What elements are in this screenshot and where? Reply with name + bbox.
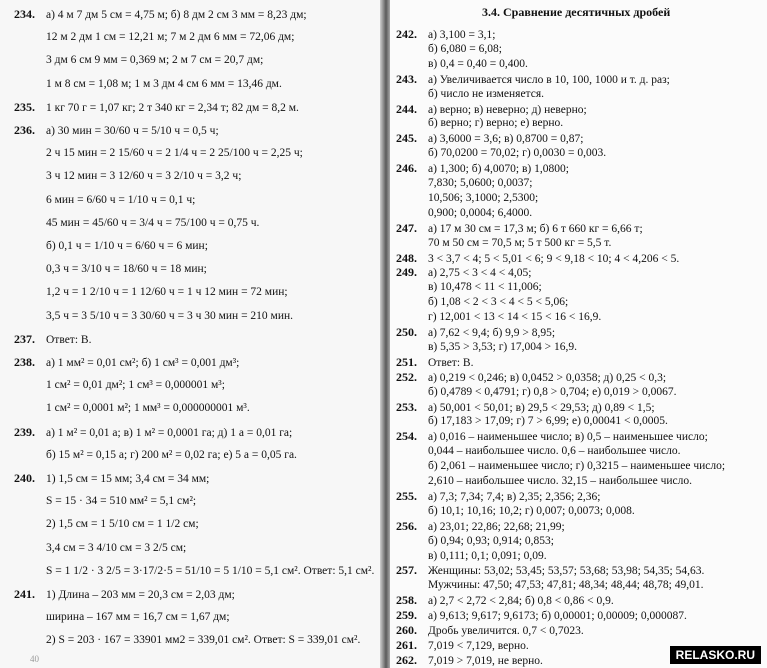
answer-line [14,54,263,67]
exercise-number: 236. [14,123,35,137]
answer-text: 45 мин = 45/60 ч = 3/4 ч = 75/100 ч = 0,75 ч. [46,216,260,229]
exercise-number: 243. [396,71,417,86]
exercise-number: 262. [396,652,417,667]
exercise-number: 258. [396,593,417,608]
exercise-number: 260. [396,623,417,637]
answer-line [396,177,532,190]
exercise-number: 255. [396,488,417,503]
answer-line [14,124,219,138]
answer-text: 1 см² = 0,01 дм²; 1 см³ = 0,000001 м³; [46,379,225,392]
answer-text: а) 7,3; 7,34; 7,4; в) 2,35; 2,356; 2,36; [428,490,601,503]
answer-text: а) 23,01; 22,86; 22,68; 21,99; [428,520,565,533]
answer-text: 3 дм 6 см 9 мм = 0,369 м; 2 м 7 см = 20,7 дм; [46,54,264,67]
answer-text: Мужчины: 47,50; 47,53; 47,81; 48,34; 48,44; 48,78; 49,01. [428,579,704,592]
answer-text: а) 2,75 < 3 < 4 < 4,05; [428,267,532,280]
exercise-number: 253. [396,399,417,414]
answer-line [396,594,614,608]
answer-line [396,401,655,415]
answer-text: ширина – 167 мм = 16,7 см = 1,67 дм; [46,611,230,624]
answer-line [396,341,577,354]
answer-text: б) 0,4789 < 0,4791; г) 0,8 > 0,704; е) 0,019 > 0,0067. [428,385,677,398]
answer-text: 70 м 50 см = 70,5 м; 5 т 500 кг = 5,5 т. [428,236,612,249]
answer-text: 6 мин = 6/60 ч = 1/10 ч = 0,1 ч; [46,193,196,206]
answer-line [396,564,704,578]
answer-line [396,326,555,340]
answer-line [14,147,303,160]
answer-line [396,579,704,592]
answer-text: а) 7,62 < 9,4; б) 9,9 > 8,95; [428,327,556,339]
answer-text: 7,019 < 7,129, верно. [428,639,529,652]
exercise-number: 249. [396,265,417,280]
answer-line [14,310,293,323]
answer-text: в) 0,4 = 0,40 = 0,400. [428,57,528,70]
answer-line [396,222,643,236]
answer-text: а) 3,100 = 3,1; [428,29,496,41]
answer-text: 0,900; 0,0004; 6,4000. [428,206,533,219]
answer-line [396,371,666,385]
answer-line [396,445,681,458]
answer-line [396,535,554,548]
answer-text: а) 50,001 < 50,01; в) 29,5 < 29,53; д) 0,89 < 1,5; [428,401,655,414]
answer-line [14,194,195,207]
answer-text: 0,044 – наибольшее число. 0,6 – наибольшее число. [428,445,681,458]
answer-line [14,240,208,253]
answer-text: 2 ч 15 мин = 2 15/60 ч = 2 1/4 ч = 2 25/100 ч = 2,25 ч; [46,147,303,160]
answer-line [396,28,496,42]
answer-line [396,296,568,309]
answer-text: Ответ: В. [46,333,92,346]
exercise-number: 250. [396,325,417,339]
answer-line [396,132,583,146]
exercise-number: 254. [396,429,417,444]
exercise-number: 259. [396,608,417,623]
answer-text: б) 6,080 = 6,08; [428,42,502,55]
exercise-number: 251. [396,354,417,369]
answer-text: а) 1 мм² = 0,01 см²; б) 1 см³ = 0,001 дм³; [46,357,240,369]
exercise-number: 244. [396,101,417,116]
answer-text: а) 0,219 < 0,246; в) 0,0452 > 0,0358; д) 0,25 < 0,3; [428,371,667,384]
answer-text: 7,830; 5,0600; 0,0037; [428,177,533,189]
answer-line [14,402,250,415]
exercise-number: 234. [14,7,35,21]
answer-text: 1 см² = 0,0001 м²; 1 мм³ = 0,000000001 м³. [46,402,250,415]
left-page [0,0,382,668]
answer-line [14,217,259,230]
answer-line [396,386,677,399]
exercise-number: 238. [14,355,35,369]
answer-line [396,550,547,563]
exercise-number: 242. [396,27,417,41]
exercise-number: 261. [396,637,417,652]
answer-text: S = 15 · 34 = 510 мм² = 5,1 см²; [46,495,197,508]
answer-line [396,88,544,101]
answer-text: 2) S = 203 · 167 = 33901 мм2 = 339,01 см². Ответ: S = 339,01 см². [46,634,361,647]
answer-text: 10,506; 3,1000; 2,5300; [428,191,539,204]
answer-line [396,266,531,280]
answer-line [14,634,360,647]
answer-line [14,495,196,508]
answer-line [14,542,186,555]
answer-line [396,356,473,370]
answer-line [14,472,209,486]
answer-line [396,415,668,428]
answer-text: а) 0,016 – наименьшее число; в) 0,5 – наименьшее число; [428,431,708,444]
answer-text: а) 2,7 < 2,72 < 2,84; б) 0,8 < 0,86 < 0,9. [428,595,614,608]
answer-line [396,430,708,444]
answer-text: а) 3,6000 = 3,6; в) 0,8700 = 0,87; [428,133,584,146]
answer-line [396,654,543,668]
answer-text: Ответ: В. [428,356,474,369]
answer-text: б) верно; г) верно; е) верно. [428,117,564,130]
answer-text: а) 4 м 7 дм 5 см = 4,75 м; б) 8 дм 2 см 3 мм = 8,23 дм; [46,9,307,21]
exercise-number: 237. [14,331,35,346]
answer-text: а) 17 м 30 см = 17,3 м; б) 6 т 660 кг = 6,66 т; [428,222,643,235]
answer-line [396,475,692,488]
answer-text: Женщины: 53,02; 53,45; 53,57; 53,68; 53,98; 54,35; 54,63. [428,565,705,578]
exercise-number: 257. [396,563,417,578]
answer-text: б) 0,1 ч = 1/10 ч = 6/60 ч = 6 мин; [46,240,208,252]
answer-text: 2) 1,5 см = 1 5/10 см = 1 1/2 см; [46,518,199,531]
answer-text: 1,2 ч = 1 2/10 ч = 1 12/60 ч = 1 ч 12 мин = 72 мин; [46,286,288,299]
exercise-number: 239. [14,424,35,439]
page-number: 40 [30,654,39,664]
answer-line [396,460,725,473]
answer-line [14,379,225,392]
answer-line [396,311,601,324]
right-page [390,0,767,668]
exercise-number: 240. [14,471,35,485]
exercise-number: 241. [14,587,35,601]
answer-line [14,449,297,462]
answer-line [396,609,687,623]
answer-text: а) 30 мин = 30/60 ч = 5/10 ч = 0,5 ч; [46,125,219,137]
answer-line [14,286,288,299]
exercise-number: 245. [396,131,417,146]
answer-line [396,207,532,220]
answer-line [396,162,569,176]
answer-text: а) верно; в) неверно; д) неверно; [428,103,587,116]
answer-line [14,170,241,183]
answer-line [396,237,611,250]
answer-line [396,58,528,71]
answer-text: б) 17,183 > 17,09; г) 7 > 6,99; е) 0,00041 < 0,0005. [428,415,668,428]
answer-text: а) 1,300; б) 4,0070; в) 1,0800; [428,163,569,176]
answer-text: б) 10,1; 10,16; 10,2; г) 0,007; 0,0073; 0,008. [428,504,635,517]
answer-text: г) 12,001 < 13 < 14 < 15 < 16 < 16,9. [428,311,602,324]
answer-line [396,505,635,518]
answer-line [396,43,502,56]
answer-line [396,281,542,294]
answer-line [14,263,207,276]
answer-text: б) 15 м² = 0,15 а; г) 200 м² = 0,02 га; е) 5 а = 0,05 га. [46,448,297,461]
answer-line [396,73,670,87]
answer-line [14,31,294,44]
answer-text: б) 2,061 – наименьшее число; г) 0,3215 – наименьшее число; [428,460,726,473]
answer-line [14,8,307,22]
answer-line [14,333,91,347]
answer-text: 3 ч 12 мин = 3 12/60 ч = 3 2/10 ч = 3,2 ч; [46,170,242,183]
exercise-number: 247. [396,220,417,235]
answer-text: 3,4 см = 3 4/10 см = 3 2/5 см; [46,541,187,554]
answer-text: б) 1,08 < 2 < 3 < 4 < 5 < 5,06; [428,296,569,309]
answer-text: 1 кг 70 г = 1,07 кг; 2 т 340 кг = 2,34 т; 82 дм = 8,2 м. [46,101,299,114]
answer-text: б) 70,0200 = 70,02; г) 0,0030 = 0,003. [428,147,607,160]
exercise-number: 256. [396,518,417,533]
answer-line [14,611,230,624]
answer-text: в) 5,35 > 3,53; г) 17,004 > 16,9. [428,340,577,353]
answer-text: б) 0,94; 0,93; 0,914; 0,853; [428,534,554,547]
answer-line [396,490,601,504]
answer-text: 1) 1,5 см = 15 мм; 3,4 см = 34 мм; [46,473,210,485]
answer-line [396,252,679,266]
answer-line [396,117,563,130]
answer-text: 1) Длина – 203 мм = 20,3 см = 2,03 дм; [46,589,235,601]
answer-text: а) 9,613; 9,617; 9,6173; б) 0,00001; 0,00009; 0,000087. [428,610,687,623]
answer-line [396,192,538,205]
answer-line [14,78,282,91]
answer-text: 2,610 – наибольшее число. 32,15 – наибольшее число. [428,475,693,487]
answer-text: в) 10,478 < 11 < 11,006; [428,281,542,294]
answer-line [396,520,565,534]
answer-line [14,565,374,578]
answer-line [14,518,199,531]
answer-line [396,103,587,117]
answer-line [14,426,292,440]
exercise-number: 252. [396,369,417,384]
answer-line [14,101,299,115]
answer-text: 3 < 3,7 < 4; 5 < 5,01 < 6; 9 < 9,18 < 10; 4 < 4,206 < 5. [428,252,680,265]
answer-text: а) Увеличивается число в 10, 100, 1000 и т. д. раз; [428,73,670,86]
exercise-number: 246. [396,161,417,176]
answer-text: б) число не изменяется. [428,87,544,100]
exercise-number: 248. [396,250,417,265]
answer-text: 3,5 ч = 3 5/10 ч = 3 30/60 ч = 3 ч 30 мин = 210 мин. [46,309,294,322]
answer-text: а) 1 м² = 0,01 а; в) 1 м² = 0,0001 га; д) 1 а = 0,01 га; [46,426,293,439]
answer-text: Дробь увеличится. 0,7 < 0,7023. [428,625,584,637]
answer-text: S = 1 1/2 · 3 2/5 = 3·17/2·5 = 51/10 = 5 1/10 = 5,1 см². Ответ: 5,1 см². [46,564,375,577]
answer-text: 12 м 2 дм 1 см = 12,21 м; 7 м 2 дм 6 мм = 72,06 дм; [46,31,295,44]
answer-line [14,356,239,370]
answer-line [396,639,529,653]
answer-line [396,147,606,160]
answer-text: 7,019 > 7,019, не верно. [428,654,543,667]
answer-text: в) 0,111; 0,1; 0,091; 0,09. [428,549,547,562]
answer-line [396,624,584,638]
answer-text: 1 м 8 см = 1,08 м; 1 м 3 дм 4 см 6 мм = 13,46 дм. [46,77,282,90]
exercise-number: 235. [14,99,35,114]
answer-line [14,588,235,602]
site-logo: RELASKO.RU [670,646,761,664]
section-title: 3.4. Сравнение десятичных дробей [482,5,671,19]
answer-text: 0,3 ч = 3/10 ч = 18/60 ч = 18 мин; [46,263,207,276]
